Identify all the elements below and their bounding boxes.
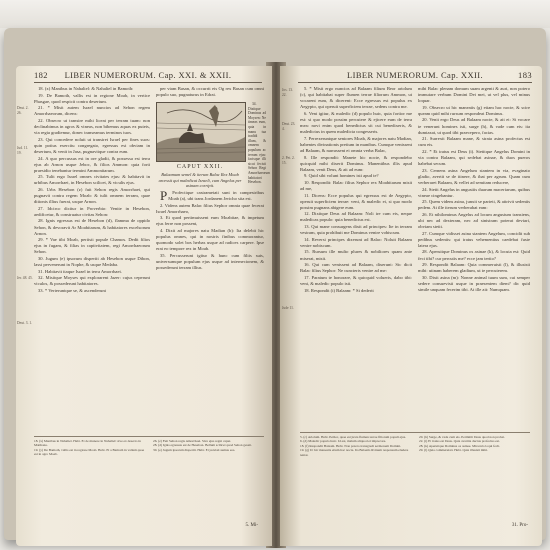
verse: per viam Basan, & occurrit eis Og rex Basan cum omni populo suo, pugnaturus in Edrai. — [156, 86, 264, 98]
margin-note: Deut. 2. 26. — [17, 106, 29, 115]
verse: 29. Respondit Balaam: Quia commeruisti (l), & illusisti mihi: utinam haberem gladium, ut te percuterem. — [418, 262, 530, 274]
footnote: 28. (k) Aperuitque Dominus os asinae. Miraculo loqui fecit. — [419, 443, 501, 448]
verse: 24. Stetit Angelus in angustiis duarum maceriarum, quibus vineae cingebantur. — [418, 186, 530, 198]
drop-cap: P — [160, 188, 168, 203]
verse: 22. Obsecro ut transire mihi liceat per terram tuam: non declinabimus in agros & vineas, non bibemus aquas ex puteis, via regia gradiemur, donec transeamus terminos tuos. — [34, 117, 150, 136]
verse: 31. Habitavit itaque Israel in terra Amorrhaei. — [38, 268, 122, 274]
verse: 19. Obsecro ut hic maneatis (g) etiam hac nocte, & scire queam quid mihi rursum respondeat Dominus. — [418, 104, 530, 116]
verse: 20. Venit ergo Deus ad Balaam nocte, & ait ei: Si vocare te venerunt homines isti, surge (h), & vade cum eis: ita dumtaxat, ut quod tibi praecepero, facias. — [418, 117, 530, 135]
verse: 25. Quem videns asina, junxit se parieti, & attrivit sedentis pedem. At ille iterum verberabat eam: — [418, 199, 530, 211]
right-margin-notes — [282, 88, 298, 311]
verse: 34. Dixitque Dominus ad Moysen: Ne timeas eum, quia in manu tua tradidi illum, & omnem populum ac terram ejus: facisque illi sicut fecisti Sehon Regi Amorrhaeorum habitatori Hesebon. — [248, 102, 271, 185]
verse: 19. De Bamoth, vallis est in regione Moab, in vertice Phasgae, quod respicit contra desertum. — [34, 92, 150, 104]
verse: 28. Aperuitque Dominus os asinae (k), & locuta est: Quid feci tibi? cur percutis me? ecce jam tertio? — [418, 249, 530, 261]
verse: 26. Et nihilominus Angelus ad locum angustum transiens, ubi nec ad dexteram, nec ad sinistram poterat deviari, obviam stetit. — [418, 211, 530, 230]
right-header-rule — [298, 82, 532, 83]
verse: 8. Ille respondit: Manete hic nocte, & respondebo quicquid mihi dixerit Dominus. Manentibus illis apud Balaam, venit Deus, & ait ad eum: — [300, 154, 412, 172]
footnote: 20. (h) Surge, & vade cum eis. Permittit Deus quod non probat. — [419, 435, 505, 439]
margin-note: Deut. 3. 1. — [17, 321, 33, 325]
verse: 25. Tulit ergo Israel omnes civitates ejus: & habitavit in urbibus Amorrhaei, in Hesebon scilicet, & viculis ejus. — [34, 174, 150, 186]
verse: 3. Et quod pertimuissent eum Moabitae, & impetum ejus ferre non possent, — [156, 215, 264, 227]
left-margin-notes — [17, 106, 33, 326]
open-book — [4, 28, 546, 540]
footnote: 29. (l) Quia commeruisti. Hebr. Quia illusisti mihi. — [419, 448, 488, 453]
left-footnotes — [34, 436, 264, 535]
footnote: 19. (y) De Bamoth, vallis est in regione Moab. Hebr. Et a Bamoth in vallem quae est in agro Moab. — [34, 447, 145, 457]
left-page — [16, 66, 272, 546]
left-column-2-top — [156, 86, 264, 102]
left-column-2-bottom — [156, 190, 264, 430]
footnote: 22. (i) Et iratus est Deus. Quia avaritia ductus profectus est. — [419, 439, 500, 444]
left-header-rule — [34, 82, 262, 83]
verse: 7. Perrexeruntque seniores Moab, & majores natu Madian, habentes divinationis pretium in manibus. Cumque venissent ad Balaam, & narrassent ei omnia verba Balac, — [300, 135, 412, 153]
chapter-heading: CAPUT XXII. — [176, 164, 224, 170]
verse: 4. Dixit ad majores natu Madian (b): Ita delebit hic populus omnes, qui in nostris finibus commorantur, quomodo solet bos herbas usque ad radices carpere. Ipse erat eo tempore rex in Moab. — [156, 228, 264, 252]
right-running-title: LIBER NUMERORUM. Cap. XXII. — [347, 70, 483, 80]
engraving-illustration — [156, 102, 246, 162]
left-catchword: 5. Mi- — [245, 523, 258, 528]
verse: 30. Jugum (e) ipsorum disperiit ab Hesebon usque Dibon, lassi pervenerunt in Nophe, & usque Medaba. — [34, 256, 150, 268]
margin-note: Jer. 48. 45. — [17, 276, 33, 280]
verse: 16. Qui cum venissent ad Balaam, dixerunt: Sic dicit Balac filius Sephor: Ne cuncteris venire ad me: — [300, 262, 412, 274]
verse: 26. Urbs Hesebon (z) fuit Sehon regis Amorrhaei, qui pugnavit contra regem Moab: & tulit omnem terram, quae ditionis illius fuerat, usque Arnon. — [34, 187, 150, 205]
verse: 27. Idcirco dicitur in Proverbio: Venite in Hesebon, aedificetur, & construatur civitas Sehon: — [34, 205, 150, 217]
verse: 13. Qui mane consurgens dixit ad principes: Ite in terram vestram, quia prohibuit me Dominus venire vobiscum. — [300, 224, 412, 236]
footnote: 5. (c) Ariolum. Hebr. Pethor, quae est juxta flumen terrae filiorum populi ejus. — [300, 435, 406, 439]
margin-note: Jos. 13. 22. — [282, 88, 293, 97]
verse: 35. Percusserunt igitur & hunc cum filiis suis, universumque populum ejus usque ad internecionem, & possederunt terram illius. — [156, 252, 264, 271]
footnote: 18. (x) Manibus in Nahaliel. Hebr. Et de munere in Nahaliel: sive ex deserto in Matthana. — [34, 439, 141, 448]
verse: 24. A quo percussus est in ore gladii, & possessa est terra ejus ab Arnon usque Jeboc, & filios Ammon: quia forti praesidio tenebantur termini Ammonitarum. — [34, 155, 150, 173]
margin-note: Deut. 23. 4. — [282, 122, 296, 131]
footnote: 28. (d) Ignis egressus est de Hesebon. Bellum scilicet quod Sehon gessit. — [153, 443, 252, 448]
verse: 27. Cumque vidisset asina stantem Angelum, concidit sub pedibus sedentis: qui iratus vehementius caedebat fuste latera ejus. — [418, 230, 530, 248]
verse: 29. * Vae tibi Moab, periisti popule Chamos. Dedit filios ejus in fugam, & filias in captivitatem, regi Amorrhaeorum Sehon. — [34, 237, 150, 255]
verse: 18. (x) Manibus in Nahaliel: & Nahaliel in Bamoth: — [38, 86, 134, 91]
footnote: 18. (f) Respondit Balaam. Hebr. Non potero transgredi sermonem Domini. — [300, 443, 402, 448]
right-page-number: 183 — [518, 70, 532, 80]
verse: 23. Qui concedere noluit ut transiret Israel per fines suos: quin potius exercitu congregato, egressus est obviam in desertum, & venit in Jasa, pugnavitque contra eum. — [34, 136, 150, 154]
verse: 11. Dicens: Ecce populus qui egressus est de Aegypto, operuit superficiem terrae: veni, & maledic ei, si quo modo possim pugnans abigere eum. — [300, 192, 412, 210]
chapter-argument: Balaamum semel & iterum Balac Rex Moab arcessit qui maledicat Israeli, cum Angelus per asinam corripit. — [158, 172, 242, 189]
verse: 23. Cernens asina Angelum stantem in via, evaginato gladio, avertit se de itinere, & ibat per agrum. Quam cum verberaret Balaam, & vellet ad semitam reducere, — [418, 167, 530, 185]
verse-text: Profectique castrametati sunt in campestribus Moab (a), ubi trans Jordanem Jericho sita est. — [168, 190, 264, 202]
footnote: 30. (e) Jugum ipsorum disperiit. Hebr. Et jaculati sumus eos. — [153, 447, 236, 452]
verse — [156, 190, 264, 202]
margin-note: 2. Pet. 2. 15. — [282, 156, 295, 165]
verse: 15. Rursum ille multo plures & nobiliores quam ante miserat, misit. — [300, 249, 412, 261]
verse: 12. Dixitque Deus ad Balaam: Noli ire cum eis, neque maledicas populo: quia benedictus est. — [300, 211, 412, 223]
verse: 18. Respondit (i) Balaam: * Si dederit — [304, 287, 374, 293]
verse: 10. Respondit: Balac filius Sephor rex Moabitarum misit ad me, — [300, 179, 412, 191]
verse: 28. Ignis egressus est de Hesebon (d), flamma de oppido Sehon, & devoravit Ar Moabitarum, & habitatores excelsorum Arnon. — [34, 218, 150, 236]
margin-note: Jud. 11. 19. — [17, 146, 29, 155]
right-page — [280, 66, 542, 546]
verse: 14. Reversi principes dixerunt ad Balac: Noluit Balaam venire nobiscum. — [300, 236, 412, 248]
right-footnotes — [300, 432, 530, 531]
verse: 30. Dixit asina (m): Nonne animal tuum sum, cui semper sedere consuevisti usque in praesentem diem? dic quid simile unquam fecerim tibi. At ille ait: Numquam. — [418, 274, 530, 292]
footnote: 6. (d) Maledic populo huic. Id est, malum aliquod ei imprecare. — [300, 439, 387, 444]
verse: 17. Paratum te honorare, & quicquid volueris, dabo tibi: veni, & maledic populo isti. — [300, 274, 412, 286]
verse: 32. Misitque Moyses qui explorarent Jazer: cujus ceperunt viculos, & possederunt habitatores. — [34, 275, 150, 287]
right-catchword: 31. Pro- — [511, 523, 528, 528]
verse: 21. Surrexit Balaam mane, & strata asina profectus est cum eis. — [418, 136, 530, 148]
footnote: 26. (z) Fuit Sehon regis Amorrhaei. Sive ejus regni caput. — [153, 439, 232, 443]
background-top — [0, 0, 550, 28]
left-column-1 — [34, 86, 150, 430]
verse: 22. * Et iratus est Deus (i). Stetitque Angelus Domini in via contra Balaam, qui sedebat asinae, & duos pueros habebat secum. — [418, 148, 530, 167]
verse: 5. * Misit ergo nuncios ad Balaam filium Beor ariolum (c), qui habitabat super flumen terrae filiorum Ammon, ut vocarent eum, & dicerent: Ecce egressus est populus ex Aegypto, qui operuit superficiem terrae, sedens contra me. — [300, 86, 412, 110]
verse: 21. * Misit autem Israel nuncios ad Sehon regem Amorrhaeorum, dicens: — [34, 105, 150, 117]
verse: 2. Videns autem Balac filius Sephor omnia quae fecerat Israel Amorrhaeo, — [156, 202, 264, 214]
left-page-number: 182 — [34, 70, 48, 80]
verse: 6. Veni igitur, & maledic (d) populo huic, quia fortior me est: si quo modo possim percutere & ejicere eum de terra mea: novi enim quod benedictus sit cui benedixeris, & maledictus in quem maledicta congesseris. — [300, 110, 412, 135]
right-column-2 — [418, 86, 530, 426]
margin-note: Jude 11. — [282, 306, 294, 310]
right-column-1 — [300, 86, 412, 426]
left-running-title: LIBER NUMERORUM. Cap. XXI. & XXII. — [64, 70, 232, 80]
footnote: 19. (g) Ut hic maneatis etiam hac nocte. Ita Balaam divinum responsum eludere tentat. — [300, 448, 409, 457]
engraving-scene-icon — [157, 103, 245, 161]
verse: mihi Balac plenam domum suam argenti & auri, non potero immutare verbum Domini Dei mei, ut vel plus, vel minus loquar. — [418, 86, 530, 104]
verse: 33. * Verteruntque se, & ascenderunt — [38, 288, 106, 293]
left-column-2-side — [248, 102, 271, 185]
verse: 9. Quid sibi volunt homines isti apud te? — [304, 173, 379, 179]
